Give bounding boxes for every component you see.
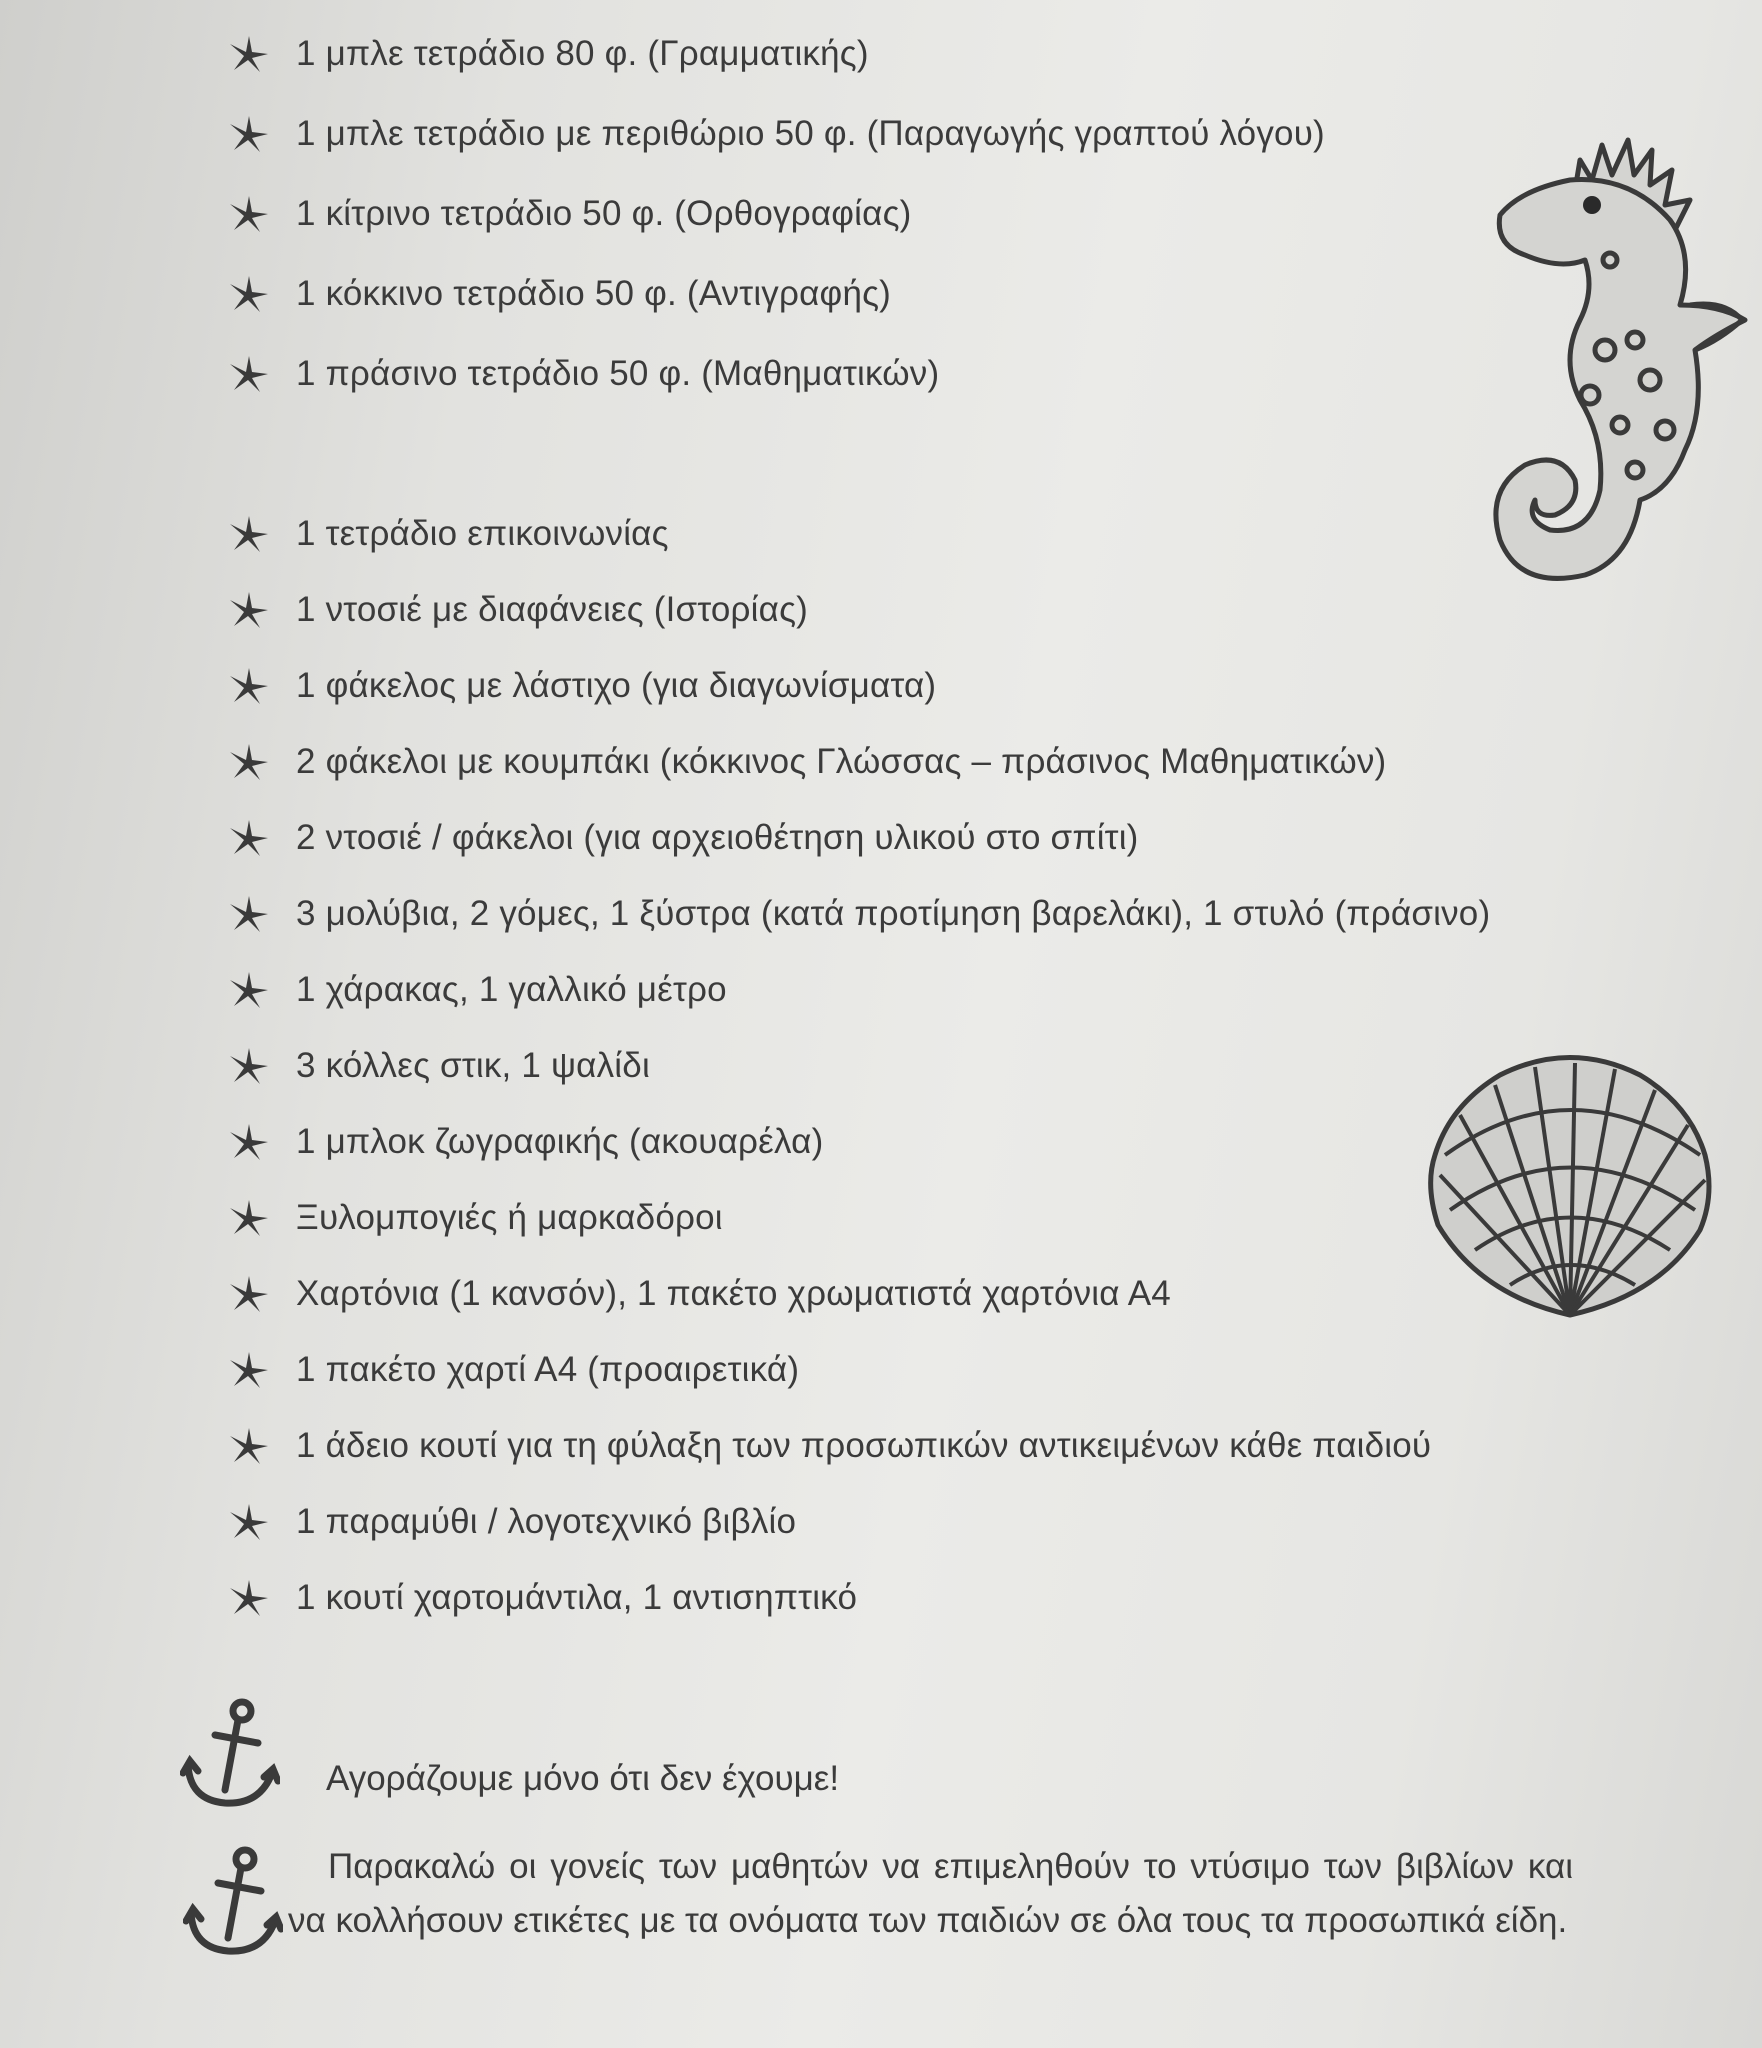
list-item — [226, 738, 1386, 786]
list-item-text: 1 άδειο κουτί για τη φύλαξη των προσωπικών αντικειμένων κάθε παιδιού — [296, 1426, 1432, 1465]
list-item — [226, 1194, 723, 1242]
starfish-bullet-icon — [226, 1350, 272, 1390]
list-item-text: 1 κίτρινο τετράδιο 50 φ. (Ορθογραφίας) — [296, 194, 912, 233]
starfish-bullet-icon — [226, 1578, 272, 1618]
list-item-text: Ξυλομπογιές ή μαρκαδόροι — [296, 1198, 723, 1237]
starfish-bullet-icon — [226, 114, 272, 154]
list-item — [226, 190, 912, 238]
list-item-text: 1 ντοσιέ με διαφάνειες (Ιστορίας) — [296, 590, 808, 629]
list-item — [226, 814, 1139, 862]
list-item — [226, 1346, 799, 1394]
list-item — [226, 662, 936, 710]
starfish-bullet-icon — [226, 1426, 272, 1466]
starfish-bullet-icon — [226, 894, 272, 934]
list-item-text: 1 μπλε τετράδιο 80 φ. (Γραμματικής) — [296, 34, 869, 73]
starfish-bullet-icon — [226, 194, 272, 234]
list-item — [226, 1270, 1171, 1318]
list-item — [226, 270, 891, 318]
list-item-text: 1 κόκκινο τετράδιο 50 φ. (Αντιγραφής) — [296, 274, 892, 313]
list-item-text: 2 φάκελοι με κουμπάκι (κόκκινος Γλώσσας – πράσινος Μαθηματικών) — [296, 742, 1387, 781]
seashell-icon — [1420, 1045, 1720, 1325]
starfish-bullet-icon — [226, 1046, 272, 1086]
list-item-text: 1 πακέτο χαρτί Α4 (προαιρετικά) — [296, 1350, 800, 1389]
list-item-text: 1 χάρακας, 1 γαλλικό μέτρο — [296, 970, 727, 1009]
list-item-text: 1 παραμύθι / λογοτεχνικό βιβλίο — [296, 1502, 797, 1541]
list-item-text: 1 μπλε τετράδιο με περιθώριο 50 φ. (Παραγωγής γραπτού λόγου) — [296, 114, 1325, 153]
list-item — [226, 350, 939, 398]
list-item-text: 1 μπλοκ ζωγραφικής (ακουαρέλα) — [296, 1122, 824, 1161]
list-item-text: 3 κόλλες στικ, 1 ψαλίδι — [296, 1046, 650, 1085]
starfish-bullet-icon — [226, 274, 272, 314]
starfish-bullet-icon — [226, 590, 272, 630]
starfish-bullet-icon — [226, 1502, 272, 1542]
note-parents-request: Παρακαλώ οι γονείς των μαθητών να επιμεληθούν το ντύσιμο των βιβλίων και να κολλήσουν ετικέτες με τα ονόματα των παιδιών σε όλα τους τα προσωπικά είδη. — [288, 1847, 1573, 1940]
list-item — [226, 890, 1490, 938]
starfish-bullet-icon — [226, 970, 272, 1010]
starfish-bullet-icon — [226, 818, 272, 858]
anchor-icon — [183, 1843, 283, 1963]
list-item — [226, 110, 1325, 158]
list-item — [226, 510, 669, 558]
anchor-icon — [180, 1695, 280, 1815]
starfish-bullet-icon — [226, 514, 272, 554]
note-buy-only-missing: Αγοράζουμε μόνο ότι δεν έχουμε! — [326, 1759, 840, 1798]
list-item-text: 1 φάκελος με λάστιχο (για διαγωνίσματα) — [296, 666, 937, 705]
starfish-bullet-icon — [226, 34, 272, 74]
list-item — [226, 1574, 857, 1622]
list-item — [226, 1042, 650, 1090]
list-item-text: Χαρτόνια (1 κανσόν), 1 πακέτο χρωματιστά χαρτόνια Α4 — [296, 1274, 1171, 1313]
list-item — [226, 1422, 1431, 1470]
starfish-bullet-icon — [226, 1274, 272, 1314]
list-item — [226, 1498, 796, 1546]
list-item — [226, 966, 727, 1014]
starfish-bullet-icon — [226, 354, 272, 394]
seahorse-icon — [1480, 120, 1750, 590]
starfish-bullet-icon — [226, 1122, 272, 1162]
list-item-text: 1 κουτί χαρτομάντιλα, 1 αντισηπτικό — [296, 1578, 858, 1617]
list-item — [226, 586, 808, 634]
starfish-bullet-icon — [226, 666, 272, 706]
starfish-bullet-icon — [226, 1198, 272, 1238]
list-item-text: 2 ντοσιέ / φάκελοι (για αρχειοθέτηση υλικού στο σπίτι) — [296, 818, 1139, 857]
list-item-text: 1 πράσινο τετράδιο 50 φ. (Μαθηματικών) — [296, 354, 940, 393]
list-item-text: 3 μολύβια, 2 γόμες, 1 ξύστρα (κατά προτίμηση βαρελάκι), 1 στυλό (πράσινο) — [296, 894, 1491, 933]
starfish-bullet-icon — [226, 742, 272, 782]
list-item — [226, 1118, 823, 1166]
list-item-text: 1 τετράδιο επικοινωνίας — [296, 514, 669, 553]
list-item — [226, 30, 869, 78]
